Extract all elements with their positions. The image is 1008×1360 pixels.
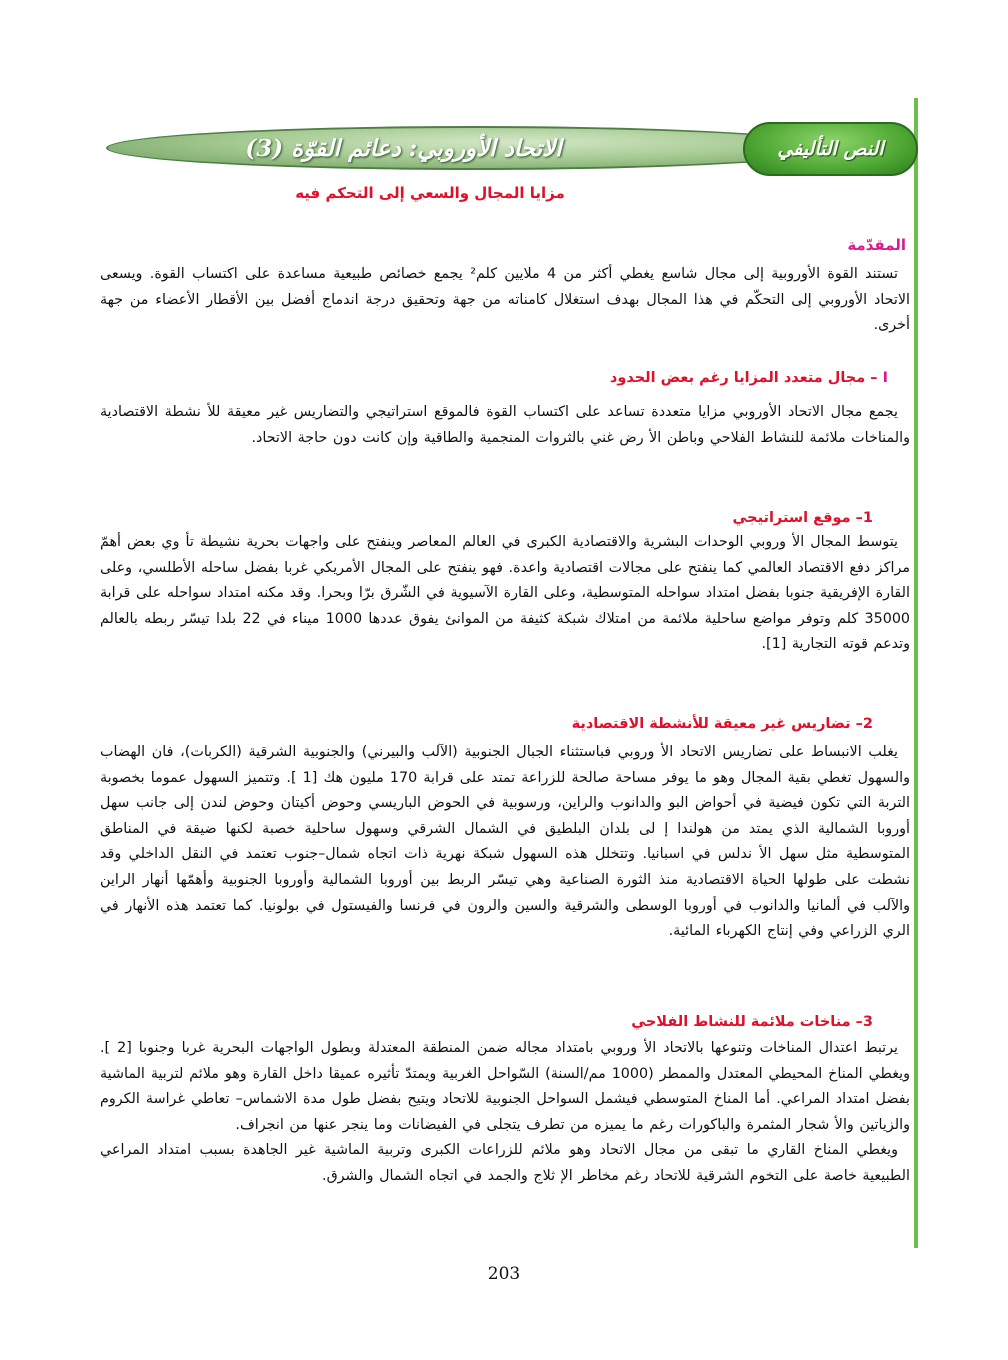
green-margin-rule (914, 98, 918, 1248)
page-subtitle: مزايا المجال والسعي إلى التحكم فيه (295, 184, 565, 202)
section-tab (743, 122, 918, 176)
subsection-3-text-2: ويغطي المناخ القاري ما تبقى من مجال الاتحاد وهو ملائم للزراعات الكبرى وتربية الماشية غير الجاهدة بسبب امتداد المراعي الطبيعية خاصة على التخوم الشرقية للاتحاد رغم مخاطر الإ ثلاج والجمد في اتجاه الشمال والشرق. (100, 1142, 910, 1184)
subsection-3-text-1: يرتبط اعتدال المناخات وتنوعها بالاتحاد الأ وروبي بامتداد مجاله ضمن المنطقة المعتدلة وبطول الواجهات البحرية غربا وجنوبا [2 ]. ويغطي المناخ المحيطي المعتدل والممطر (1000 مم/السنة) السّواحل الغربية ويمتدّ تأثيره عميقا داخل القارة وهو ملائم لتربية الماشية بفضل امتداد المراعي. أما المناخ المتوسطي فيشمل السواحل الجنوبية للاتحاد ويتيح بفضل طول مدة الاشماس– تعاطي غراسة الكروم والزياتين والأ شجار المثمرة والباكورات رغم ما يميزه من تطرف يتجلى في الفيضانات وما ينجر عنها من انجراف. (100, 1040, 910, 1133)
intro-text: تستند القوة الأوروبية إلى مجال شاسع يغطي أكثر من 4 ملايين كلم² يجمع خصائص طبيعية مساعدة على اكتساب القوة. ويسعى الاتحاد الأوروبي إلى التحكّم في هذا المجال بهدف استغلال كامناته من جهة وتحقيق درجة اندماج أفضل بين الأقطار الأعضاء من جهة أخرى. (100, 266, 910, 334)
subsection-3-paragraph (100, 1036, 910, 1190)
subsection-2-text: يغلب الانبساط على تضاريس الاتحاد الأ وروبي فباستثناء الجبال الجنوبية (الآلب والبيرني) والجنوبية الشرقية (الكربات)، فان الهضاب والسهول تغطي بقية المجال وهو ما يوفر مساحة صالحة للزراعة تمتد على قرابة 170 مليون هك [1 ]. وتتميز السهول عموما بخصوبة التربة التي تكون فيضية في أحواض البو والدانوب والراين، ورسوبية في الحوض الباريسي وحوض أكيتان وحوض لندن إلى جانب سهل أوروبا الشمالية الذي يمتد من هولندا إ لى بلدان البلطيق في الشمال الشرقي وسهول ساحلية خصبة لكنها ضيقة في المناطق المتوسطية مثل سهل الأ ندلس في اسبانيا. وتتخلل هذه السهول شبكة نهرية ذات اتجاه شمال–جنوب تعتمد في النقل الداخلي وقد نشطت على طولها الحياة الاقتصادية منذ الثورة الصناعية وهي تيسّر الربط بين أوروبا الشمالية وأوروبا الجنوبية وأهمّها أنهار الراين والآلب في ألمانيا والدانوب في أوروبا الوسطى والشرقية والسين والرون في فرنسا والفيستول في بولونيا. كما تعتمد هذه الأنهار في الري الزراعي وفي إنتاج الكهرباء المائية. (100, 744, 910, 940)
title-ellipse (106, 126, 841, 170)
subsection-2-paragraph (100, 740, 910, 945)
page-number: 203 (487, 1264, 521, 1284)
intro-heading: المقدّمة (847, 236, 906, 254)
section-tab-label: النص التأليفي (777, 138, 884, 160)
subsection-1-heading: 1– موقع استراتيجي (732, 510, 873, 526)
subsection-3-heading: 3– مناخات ملائمة للنشاط الفلاحي (631, 1014, 873, 1030)
section-1-title: – مجال متعدد المزايا رغم بعض الحدود (609, 370, 878, 386)
subsection-1-paragraph (100, 530, 910, 658)
section-1-heading (610, 370, 888, 386)
subsection-1-text: يتوسط المجال الأ وروبي الوحدات البشرية والاقتصادية الكبرى في العالم المعاصر وينفتح على واجهات بحرية نشيطة تأ وي بعض أهمّ مراكز دفع الاقتصاد العالمي كما ينفتح على مجالات اقتصادية واعدة. فهو ينفتح على المجال الأمريكي غربا بفضل ساحله الأطلسي، وعلى القارة الإفريقية جنوبا بفضل امتداد سواحله المتوسطية، وعلى القارة الآسيوية في الشّرق برّا وبحرا. وقد مكنه امتداد سواحله على قرابة 35000 كلم وتوفر مواضع ساحلية ملائمة من امتلاك شبكة كثيفة من الموانئ يفوق عددها 1000 ميناء في 22 بلدا تيسّر ربطه بالعالم وتدعم قوته التجارية [1]. (100, 534, 911, 653)
page-title: الاتحاد الأوروبي: دعائم القوّة (3) (245, 134, 562, 162)
section-1-paragraph (100, 400, 910, 451)
header-banner (100, 122, 918, 180)
section-1-text: يجمع مجال الاتحاد الأوروبي مزايا متعددة تساعد على اكتساب القوة فالموقع استراتيجي والتضاريس غير معيقة للأ نشطة الاقتصادية والمناخات ملائمة للنشاط الفلاحي وباطن الأ رض غني بالثروات المنجمية والطاقية وإن كانت دون حاجة الاتحاد. (100, 404, 910, 446)
subsection-2-heading: 2– تضاريس غير معيقة للأنشطة الاقتصادية (571, 716, 873, 732)
section-1-number: I (882, 370, 888, 386)
intro-paragraph (100, 262, 910, 339)
